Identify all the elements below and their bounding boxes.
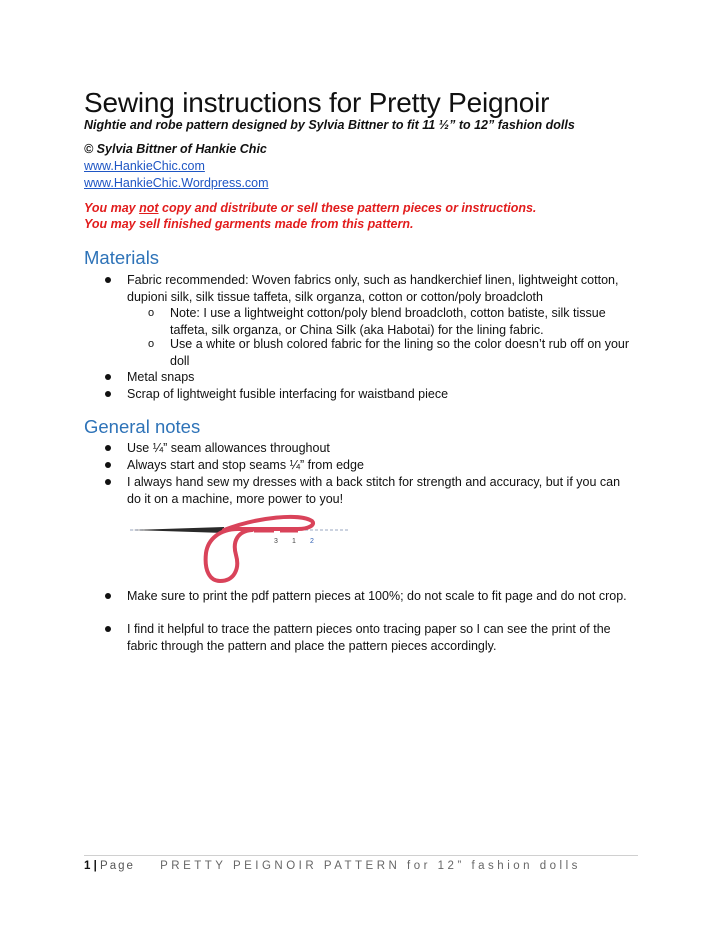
document-subtitle: Nightie and robe pattern designed by Sylvia Bittner to fit 11 ½” to 12” fashion dolls <box>84 118 575 132</box>
document-title: Sewing instructions for Pretty Peignoir <box>84 87 550 118</box>
website-link[interactable]: www.HankieChic.com <box>84 159 205 173</box>
materials-item-snaps: Metal snaps <box>127 370 195 384</box>
thread-icon <box>206 517 313 581</box>
back-stitch-illustration <box>128 513 354 593</box>
bullet-icon <box>105 277 111 283</box>
bullet-icon <box>105 462 111 468</box>
warning-line-1 <box>84 201 536 215</box>
materials-item-fabric: Fabric recommended: Woven fabrics only, such as handkerchief linen, lightweight cotton, dupioni silk, silk tissue taffeta, silk organza, cotton or cotton/poly broadcloth <box>127 273 619 304</box>
bullet-icon <box>105 593 111 599</box>
warning-line-2: You may sell finished garments made from this pattern. <box>84 217 414 231</box>
general-notes-heading: General notes <box>84 416 201 437</box>
page-number: 1 <box>84 860 91 872</box>
materials-sub-lining: Use a white or blush colored fabric for the lining so the color doesn’t rub off on your doll <box>170 337 630 368</box>
general-item-trace: I find it helpful to trace the pattern pieces onto tracing paper so I can see the print of the fabric through the pattern and place the pattern pieces accordingly. <box>127 622 611 653</box>
warning-text-before: You may <box>84 201 140 215</box>
footer-separator: | <box>93 860 97 872</box>
warning-text-after: copy and distribute or sell these pattern pieces or instructions. <box>158 201 537 215</box>
stitch-label: 3 <box>274 538 278 545</box>
footer-divider <box>84 855 638 856</box>
warning-not-word: not <box>139 201 159 215</box>
stitch-label: 2 <box>310 538 314 545</box>
running-title: PRETTY PEIGNOIR PATTERN for 12” fashion dolls <box>160 860 581 872</box>
blog-link[interactable]: www.HankieChic.Wordpress.com <box>84 176 269 190</box>
needle-icon <box>132 527 224 533</box>
sub-bullet-icon: o <box>148 338 155 350</box>
general-item-start-stop: Always start and stop seams ¼” from edge <box>127 458 364 472</box>
general-item-seam: Use ¼” seam allowances throughout <box>127 441 330 455</box>
bullet-icon <box>105 374 111 380</box>
page-footer <box>84 860 581 872</box>
copyright-line: © Sylvia Bittner of Hankie Chic <box>84 142 267 156</box>
general-item-print: Make sure to print the pdf pattern pieces at 100%; do not scale to fit page and do not crop. <box>127 589 627 603</box>
stitch-label: 1 <box>292 538 296 545</box>
sub-bullet-icon: o <box>148 307 155 319</box>
general-item-hand-sew: I always hand sew my dresses with a back stitch for strength and accuracy, but if you can do it on a machine, more power to you! <box>127 475 621 506</box>
bullet-icon <box>105 391 111 397</box>
bullet-icon <box>105 445 111 451</box>
bullet-icon <box>105 479 111 485</box>
materials-heading: Materials <box>84 247 160 268</box>
materials-item-interfacing: Scrap of lightweight fusible interfacing for waistband piece <box>127 387 449 401</box>
materials-sub-note: Note: I use a lightweight cotton/poly blend broadcloth, cotton batiste, silk tissue taffeta, silk organza, or China Silk (aka Habotai) for the lining fabric. <box>170 306 606 337</box>
bullet-icon <box>105 626 111 632</box>
page-label: Page <box>100 860 135 872</box>
